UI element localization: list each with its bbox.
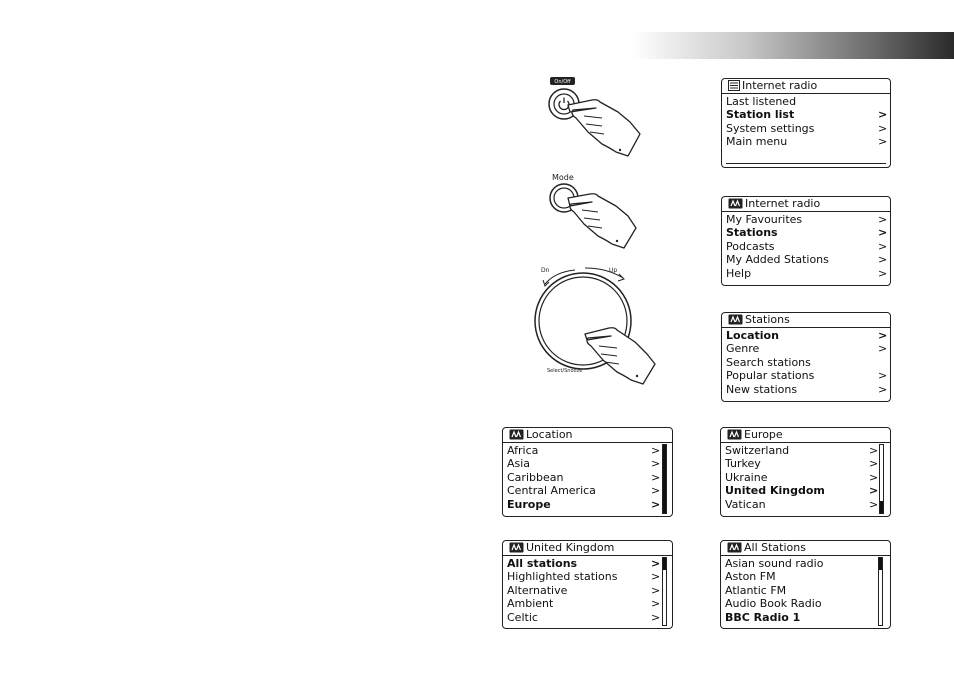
scrollbar-thumb[interactable]: [663, 558, 666, 570]
chevron-right-icon: >: [869, 444, 879, 457]
menu-item-stations[interactable]: Stations >: [726, 226, 888, 240]
menu-item-system-settings[interactable]: System settings >: [726, 121, 888, 135]
menu-item-ukraine[interactable]: Ukraine >: [725, 470, 879, 484]
menu-item-celtic[interactable]: Celtic >: [507, 610, 661, 624]
chevron-right-icon: >: [869, 457, 879, 471]
screen-internet-radio-main: [721, 78, 891, 168]
power-button-illustration: [540, 72, 645, 162]
menu-item-new-stations[interactable]: New stations >: [726, 382, 888, 396]
screen-title: Location: [526, 428, 573, 441]
chevron-right-icon: >: [878, 253, 888, 267]
chevron-right-icon: >: [651, 444, 661, 457]
screen-title-bar: [503, 428, 672, 443]
screen-title-bar: [503, 541, 672, 556]
menu-item-search-stations[interactable]: Search stations: [726, 355, 811, 369]
scrollbar-thumb[interactable]: [879, 558, 882, 570]
dial-label-select: Select/Snooze: [547, 368, 583, 374]
screen-united-kingdom: [502, 540, 673, 629]
screen-title: Europe: [744, 428, 783, 441]
header-gradient-bar: [632, 32, 954, 59]
chevron-right-icon: >: [869, 484, 879, 498]
screen-title-bar: [722, 313, 890, 328]
screen-stations: [721, 312, 891, 402]
screen-title: Internet radio: [742, 79, 818, 92]
menu-item-united-kingdom[interactable]: United Kingdom >: [725, 484, 879, 498]
pointing-hand-icon: [568, 100, 640, 156]
pointing-hand-icon: [585, 328, 655, 384]
folder-icon: [728, 198, 743, 213]
screen-all-stations: [720, 540, 891, 629]
chevron-right-icon: >: [651, 457, 661, 471]
menu-item-all-stations[interactable]: All stations >: [507, 557, 661, 570]
chevron-right-icon: >: [878, 382, 888, 396]
chevron-right-icon: >: [651, 484, 661, 498]
chevron-right-icon: >: [878, 108, 888, 122]
chevron-right-icon: >: [869, 470, 879, 484]
menu-item-switzerland[interactable]: Switzerland >: [725, 444, 879, 457]
menu-item-turkey[interactable]: Turkey >: [725, 457, 879, 471]
menu-item-location[interactable]: Location >: [726, 329, 888, 342]
chevron-right-icon: >: [878, 239, 888, 253]
dial-label-down: Dn: [541, 267, 550, 274]
rotary-dial-illustration: [525, 262, 660, 387]
menu-list-icon: [728, 80, 740, 95]
chevron-right-icon: >: [651, 597, 661, 611]
folder-icon: [727, 429, 742, 444]
folder-icon: [727, 542, 742, 557]
menu-item-vatican[interactable]: Vatican >: [725, 497, 879, 511]
power-icon: [559, 98, 569, 110]
station-item-aston-fm[interactable]: Aston FM: [725, 570, 776, 584]
screen-title: United Kingdom: [526, 541, 615, 554]
menu-item-my-added-stations[interactable]: My Added Stations >: [726, 253, 888, 267]
screen-bottom-divider: [726, 163, 886, 164]
menu-item-station-list[interactable]: Station list >: [726, 108, 888, 122]
chevron-right-icon: >: [651, 497, 661, 511]
chevron-right-icon: >: [878, 329, 888, 342]
scrollbar-thumb[interactable]: [663, 445, 666, 513]
menu-item-my-favourites[interactable]: My Favourites >: [726, 213, 888, 226]
menu-item-caribbean[interactable]: Caribbean >: [507, 470, 661, 484]
station-item-asian-sound-radio[interactable]: Asian sound radio: [725, 557, 824, 570]
menu-item-genre[interactable]: Genre >: [726, 342, 888, 356]
chevron-right-icon: >: [651, 610, 661, 624]
power-button-label: On/Off: [554, 79, 571, 85]
scrollbar[interactable]: [878, 557, 883, 626]
chevron-right-icon: >: [878, 266, 888, 280]
chevron-right-icon: >: [651, 470, 661, 484]
screen-location: [502, 427, 673, 517]
chevron-right-icon: >: [869, 497, 879, 511]
chevron-right-icon: >: [651, 583, 661, 597]
screen-title-bar: [721, 428, 890, 443]
chevron-right-icon: >: [651, 557, 661, 570]
screen-title-bar: [722, 79, 890, 94]
chevron-right-icon: >: [651, 570, 661, 584]
menu-item-highlighted-stations[interactable]: Highlighted stations >: [507, 570, 661, 584]
folder-icon: [728, 314, 743, 329]
menu-item-europe[interactable]: Europe >: [507, 497, 661, 511]
chevron-right-icon: >: [878, 135, 888, 149]
chevron-right-icon: >: [878, 226, 888, 240]
menu-item-africa[interactable]: Africa >: [507, 444, 661, 457]
scrollbar[interactable]: [879, 444, 884, 514]
menu-item-last-listened[interactable]: Last listened: [726, 95, 797, 108]
chevron-right-icon: >: [878, 342, 888, 356]
screen-internet-radio-menu: [721, 196, 891, 286]
station-item-bbc-radio-1[interactable]: BBC Radio 1: [725, 610, 801, 624]
menu-item-main-menu[interactable]: Main menu >: [726, 135, 888, 149]
mode-button-illustration: [540, 170, 645, 250]
scrollbar[interactable]: [662, 557, 667, 626]
menu-item-podcasts[interactable]: Podcasts >: [726, 239, 888, 253]
screen-title: Internet radio: [745, 197, 821, 210]
screen-title-bar: [722, 197, 890, 212]
rotate-down-arrow-icon: [545, 270, 575, 284]
scrollbar-thumb[interactable]: [880, 501, 883, 513]
menu-item-ambient[interactable]: Ambient >: [507, 597, 661, 611]
menu-item-popular-stations[interactable]: Popular stations >: [726, 369, 888, 383]
menu-item-alternative[interactable]: Alternative >: [507, 583, 661, 597]
station-item-atlantic-fm[interactable]: Atlantic FM: [725, 583, 787, 597]
folder-icon: [509, 542, 524, 557]
mode-button-label: Mode: [552, 173, 574, 182]
folder-icon: [509, 429, 524, 444]
station-item-audio-book-radio[interactable]: Audio Book Radio: [725, 597, 822, 611]
pointing-hand-icon: [568, 194, 636, 248]
menu-item-central-america[interactable]: Central America >: [507, 484, 661, 498]
chevron-right-icon: >: [878, 121, 888, 135]
chevron-right-icon: >: [878, 369, 888, 383]
menu-item-help[interactable]: Help >: [726, 266, 888, 280]
screen-title: All Stations: [744, 541, 806, 554]
menu-item-asia[interactable]: Asia >: [507, 457, 661, 471]
screen-europe: [720, 427, 891, 517]
screen-title: Stations: [745, 313, 790, 326]
chevron-right-icon: >: [878, 213, 888, 226]
scrollbar[interactable]: [662, 444, 667, 514]
screen-title-bar: [721, 541, 890, 556]
dial-label-up: Up: [609, 267, 618, 274]
